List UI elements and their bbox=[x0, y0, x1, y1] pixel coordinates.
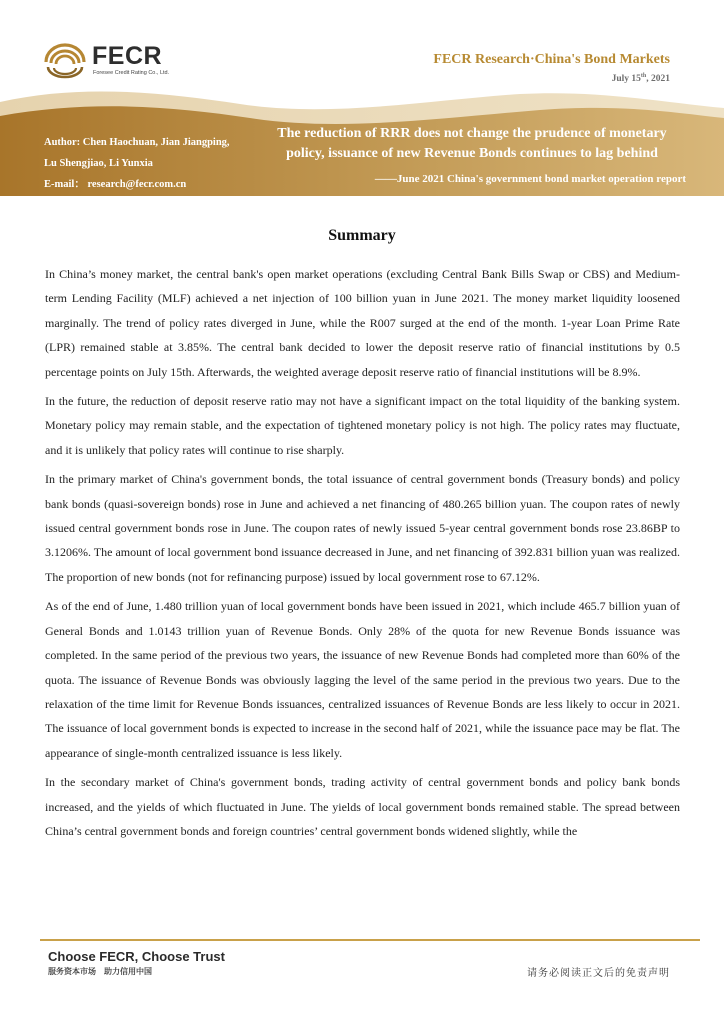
logo-name: FECR bbox=[92, 42, 163, 70]
fecr-swirl-logo-icon bbox=[42, 40, 88, 80]
report-subtitle: ——June 2021 China's government bond market operation report bbox=[374, 173, 686, 185]
footer-slogan: Choose FECR, Choose Trust bbox=[48, 949, 225, 964]
report-date bbox=[612, 73, 670, 84]
summary-heading: Summary bbox=[328, 227, 396, 244]
authors-line-1: Author: Chen Haochuan, Jian Jiangping, bbox=[44, 137, 230, 148]
summary-body bbox=[45, 262, 680, 848]
date-year: , 2021 bbox=[646, 74, 670, 85]
summary-paragraph: In the future, the reduction of deposit reserve ratio may not have a significant impact on the total liquidity of the banking system. Monetary policy may remain stable, and the expectation of tightened monetary policy is not high. The policy rates may fluctuate, and it is unlikely that policy rates will continue to rise sharply. bbox=[45, 394, 680, 457]
disclaimer-note: 请务必阅读正文后的免责声明 bbox=[527, 968, 670, 979]
fecr-logo bbox=[42, 40, 187, 80]
footer-divider bbox=[40, 939, 700, 941]
summary-paragraph: In the secondary market of China's government bonds, trading activity of central government bonds and policy bank bonds increased, and the yields of which fluctuated in June. The yields of local government bonds remained stable. The spread between China’s central government bonds and foreign countries’ central government bonds widened slightly, while the bbox=[45, 775, 680, 838]
author-email[interactable]: E-mail： research@fecr.com.cn bbox=[44, 179, 187, 190]
report-title bbox=[262, 124, 682, 164]
report-title-line-1: The reduction of RRR does not change the prudence of monetary bbox=[277, 126, 667, 141]
date-month-day: July 15 bbox=[611, 74, 641, 85]
authors-block bbox=[44, 132, 254, 195]
report-title-line-2: policy, issuance of new Revenue Bonds continues to lag behind bbox=[286, 146, 658, 161]
summary-paragraph: As of the end of June, 1.480 trillion yuan of local government bonds have been issued in 2021, which include 465.7 billion yuan of General Bonds and 1.0143 trillion yuan of Revenue Bonds. Only 28% of the quota for new Revenue Bonds issuance was completed. In the same period of the previous two years, the issuance of new Revenue Bonds had completed more than 60% of the quota. The issuance of Revenue Bonds was obviously lagging the level of the same period in the previous two years. Due to the relaxation of the time limit for Revenue Bonds issuances, centralized issuances of Revenue Bonds are less likely to occur in 2021. The issuance of local government bonds is expected to increase in the second half of 2021, while the issuance pace may be flat. The appearance of single-month centralized issuance is less likely. bbox=[45, 599, 680, 760]
logo-subtitle: Foresee Credit Rating Co., Ltd. bbox=[93, 70, 170, 76]
footer-slogan-chinese: 服务资本市场 助力信用中国 bbox=[48, 967, 152, 976]
summary-paragraph: In the primary market of China's government bonds, the total issuance of central government bonds (Treasury bonds) and policy bank bonds (quasi-sovereign bonds) rose in June and achieved a net financing of 480.265 billion yuan. The coupon rates of newly issued central government bonds rose in June. The coupon rates of newly issued 5-year central government bonds rose 23.86BP to 3.1206%. The amount of local government bond issuance decreased in June, and net financing of 392.831 billion yuan was realized. The proportion of new bonds (not for refinancing purpose) issued by local government rose to 67.12%. bbox=[45, 472, 680, 584]
authors-line-2: Lu Shengjiao, Li Yunxia bbox=[44, 158, 153, 169]
series-title: FECR Research·China's Bond Markets bbox=[433, 52, 670, 67]
summary-paragraph: In China’s money market, the central bank's open market operations (excluding Central Bank Bills Swap or CBS) and Medium-term Lending Facility (MLF) achieved a net injection of 100 billion yuan in June 2021. The money market liquidity loosened marginally. The trend of policy rates diverged in June, while the R007 surged at the end of the month. 1-year Loan Prime Rate (LPR) remained stable at 3.85%. The central bank decided to lower the deposit reserve ratio of financial institutions by 0.5 percentage points on July 15th. Afterwards, the weighted average deposit reserve ratio of financial institutions will be 8.9%. bbox=[45, 267, 680, 379]
date-ordinal: th bbox=[640, 73, 647, 79]
